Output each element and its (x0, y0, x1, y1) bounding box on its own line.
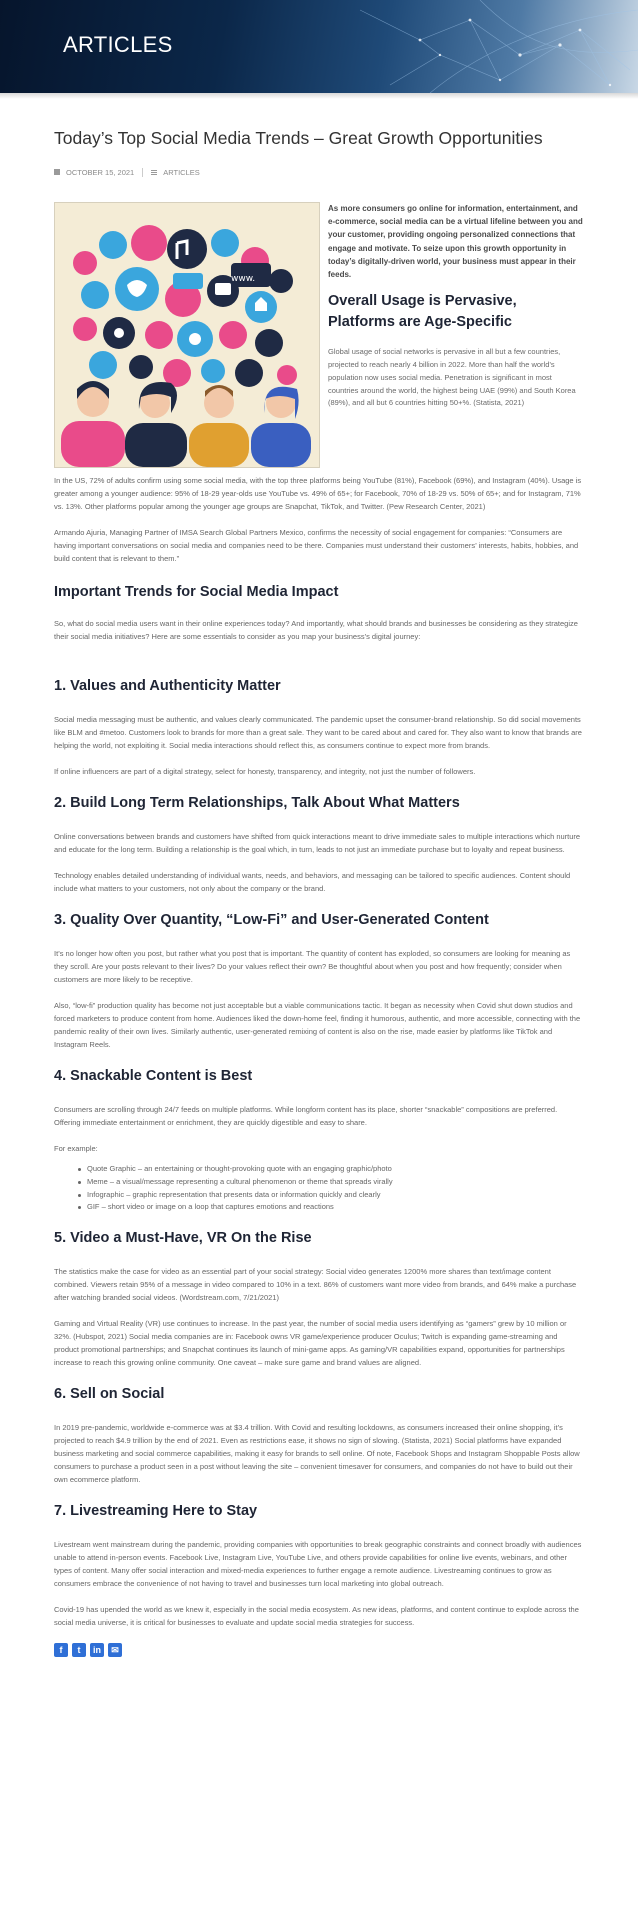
section-1-paragraph-2: If online influencers are part of a digital strategy, select for honesty, transparency, and integrity, not just the number of followers. (54, 767, 476, 776)
section-4-paragraph-2: For example: (54, 1144, 98, 1153)
list-item: Quote Graphic – an entertaining or thought-provoking quote with an engaging graphic/photo (87, 1163, 584, 1176)
section-2-heading: 2. Build Long Term Relationships, Talk About What Matters (54, 795, 460, 811)
header-title: ARTICLES (63, 32, 173, 57)
section-5-heading: 5. Video a Must-Have, VR On the Rise (54, 1230, 312, 1247)
post-date: OCTOBER 15, 2021 (66, 167, 135, 177)
web-label: www. (231, 274, 256, 284)
section-5-paragraph-1: The statistics make the case for video as an essential part of your social strategy: Social video generates 1200% more shares than text/image content combined. Viewers retain 95% of a message in video compared to 10% in a text. 86% of customers want more video from brands, and 64% make a purchase after watching branded social videos. (Wordstream.com, 7/21/2021) (54, 1267, 577, 1303)
usage-paragraph: Global usage of social networks is pervasive in all but a few countries, projected to reach nearly 4 billion in 2022. More than half the world’s population now uses social media. Penetration is significant in most countries around the world, the highest being UAE (99%) and South Korea (89%), and all but 6 countries hitting 50+%. (Statista, 2021) (328, 347, 576, 408)
social-media-illustration (54, 202, 320, 468)
section-7-paragraph-2: Covid-19 has upended the world as we knew it, especially in the social media ecosystem. As new ideas, platforms, and content continue to explode across the social media universe, it is critical for businesses to evaluate and update social media strategies for success. (54, 1605, 579, 1628)
article (54, 126, 584, 1657)
section-4-paragraph-1: Consumers are scrolling through 24/7 feeds on multiple platforms. While longform content has its place, shorter “snackable” compositions are preferred. Offering immediate entertainment or enrichment, they are quickly digestible and easy to share. (54, 1105, 558, 1127)
lead-paragraph: As more consumers go online for information, entertainment, and e-commerce, social media can be a virtual lifeline between you and your customer, providing ongoing personalized connections that engage and motivate. To seize upon this growth opportunity in today’s digitally-driven world, your business must appear in their feeds. (328, 204, 583, 280)
section-4-heading: 4. Snackable Content is Best (54, 1068, 253, 1084)
list-item: GIF – short video or image on a loop that captures emotions and reactions (87, 1201, 584, 1214)
page-header-banner (0, 0, 638, 93)
quote-paragraph: Armando Ajuria, Managing Partner of IMSA Search Global Partners Mexico, confirms the necessity of social engagement for companies: “Consumers are having important conversations on social media and companies need to be there. Companies must understand their customers’ interests, habits, hobbies, and build content that is relevant to them.” (54, 528, 579, 563)
section-3-heading: 3. Quality Over Quantity, “Low-Fi” and User-Generated Content (54, 912, 489, 928)
section-5-paragraph-2: Gaming and Virtual Reality (VR) use continues to increase. In the past year, the number of social media users identifying as “gamers” grew by 10 million or 32%. (Hubspot, 2021) Social media companies are in: Facebook owns VR game/experience producer Oculus; Twitch is expanding game-streaming and product promotional partnerships; and Snapchat continues its launch of mini-game apps. As gaming/VR capabilities expand, opportunities for partnerships increase to reach this growing online community. One caveat – make sure game and brand values are aligned. (54, 1319, 567, 1368)
linkedin-share-button[interactable]: in (90, 1643, 104, 1657)
section-3-paragraph-2: Also, “low-fi” production quality has become not just acceptable but a viable communications tactic. It began as necessity when Covid shut down studios and forced marketers to produce content from home. Audiences liked the down-home feel, finding it humorous, authentic, and more accessible, connecting with the pandemic reality of their own lives. Similarly authentic, user-generated remixing of content is also on the rise, made easier by platforms like TikTok and Instagram Reels. (54, 1001, 581, 1049)
intro-text (328, 202, 584, 410)
calendar-icon (54, 169, 60, 175)
section-2-paragraph-1: Online conversations between brands and customers have shifted from quick interactions meant to drive immediate sales to multiple interactions which nurture and educate for the long term. Building a relationship is the goal which, in turn, leads to not just an immediate purchase but to loyalty and repeat business. (54, 832, 581, 854)
list-item: Meme – a visual/message representing a cultural phenomenon or theme that spreads virally (87, 1176, 584, 1189)
section-6-heading: 6. Sell on Social (54, 1386, 165, 1403)
trends-heading: Important Trends for Social Media Impact (54, 584, 339, 600)
email-share-button[interactable]: ✉ (108, 1643, 122, 1657)
section-1-heading: 1. Values and Authenticity Matter (54, 678, 281, 694)
section-7-heading: 7. Livestreaming Here to Stay (54, 1503, 258, 1520)
section-2-paragraph-2: Technology enables detailed understanding of individual wants, needs, and behaviors, and messaging can be tailored to specific audiences. Content should include what matters to your customers, not only about the company or the brand. (54, 871, 571, 893)
section-7-paragraph-1: Livestream went mainstream during the pandemic, providing companies with opportunities to break geographic constraints and connect broadly with audiences unable to attend in-person events. Facebook Live, Instagram Live, YouTube Live, and others provide capabilities for online live events, webinars, and other types of content. Many offer social interaction and mixed-media experiences to further engage a remote audience. Livestreaming continues to grow as consumers embrace the convenience of not having to travel and businesses turn local marketing into global outreach. (54, 1540, 582, 1589)
trends-paragraph: So, what do social media users want in their online experiences today? And importantly, what should brands and businesses be considering as they strategize their social media initiatives? Here are some essentials to consider as you map your business’s digital journey: (54, 619, 578, 641)
snackable-examples-list (87, 1163, 584, 1214)
facebook-share-button[interactable]: f (54, 1643, 68, 1657)
share-buttons (54, 1643, 584, 1657)
category-icon (151, 170, 157, 175)
twitter-share-button[interactable]: t (72, 1643, 86, 1657)
meta-divider (142, 168, 143, 177)
section-1-paragraph-1: Social media messaging must be authentic, and values clearly communicated. The pandemic upset the consumer-brand relationship. So did social movements like BLM and #metoo. Customers look to brands for more than a great sale. They want to be cared about and cared for. They also want to know that brands are helping the world, not exploiting it. Social media interactions should reflect this, as consumers continue to expect more from brands. (54, 715, 582, 750)
post-meta (54, 166, 584, 178)
us-usage-paragraph: In the US, 72% of adults confirm using some social media, with the top three platforms being YouTube (81%), Facebook (69%), and Instagram (40%). Usage is greater among a younger audience: 95% of 18-29 year-olds use YouTube vs. 49% of 65+; for Facebook, 70% of 18-29 vs. 50% of 65+; and for Instagram, 71% vs. 13%. Other platforms popular among the younger age groups are Snapchat, TikTok, and Twitter. (Pew Research Center, 2021) (54, 476, 582, 511)
section-3-paragraph-1: It’s no longer how often you post, but rather what you post that is important. The quantity of content has exploded, so consumers are looking for meaning as they scroll. Are your posts relevant to their lives? Do your values reflect their own? Be thoughtful about when you post and how frequently; consider when customers are more likely to be receptive. (54, 949, 571, 984)
section-6-paragraph-1: In 2019 pre-pandemic, worldwide e-commerce was at $3.4 trillion. With Covid and resulting lockdowns, as consumers increased their online shopping, it’s projected to reach $4.9 trillion by the end of 2021. Even as restrictions ease, it shows no sign of slowing. (Statista, 2021) Social platforms have expanded business marketing and social commerce capabilities, making it easy for brands to sell online. Of note, Facebook Shops and Instagram Shoppable Posts allow consumers to purchase a product seen in a post without leaving the site – convenient timesaver for consumers, and companies do not have to build out their own ecommerce platform. (54, 1423, 580, 1485)
usage-heading: Overall Usage is Pervasive, Platforms are Age-Specific (328, 293, 517, 331)
header-divider (0, 93, 638, 99)
post-category-link[interactable]: ARTICLES (163, 167, 200, 177)
list-item: Infographic – graphic representation that presents data or information quickly and clearly (87, 1189, 584, 1202)
post-title: Today’s Top Social Media Trends – Great Growth Opportunities (54, 128, 543, 148)
intro-section (54, 202, 584, 472)
